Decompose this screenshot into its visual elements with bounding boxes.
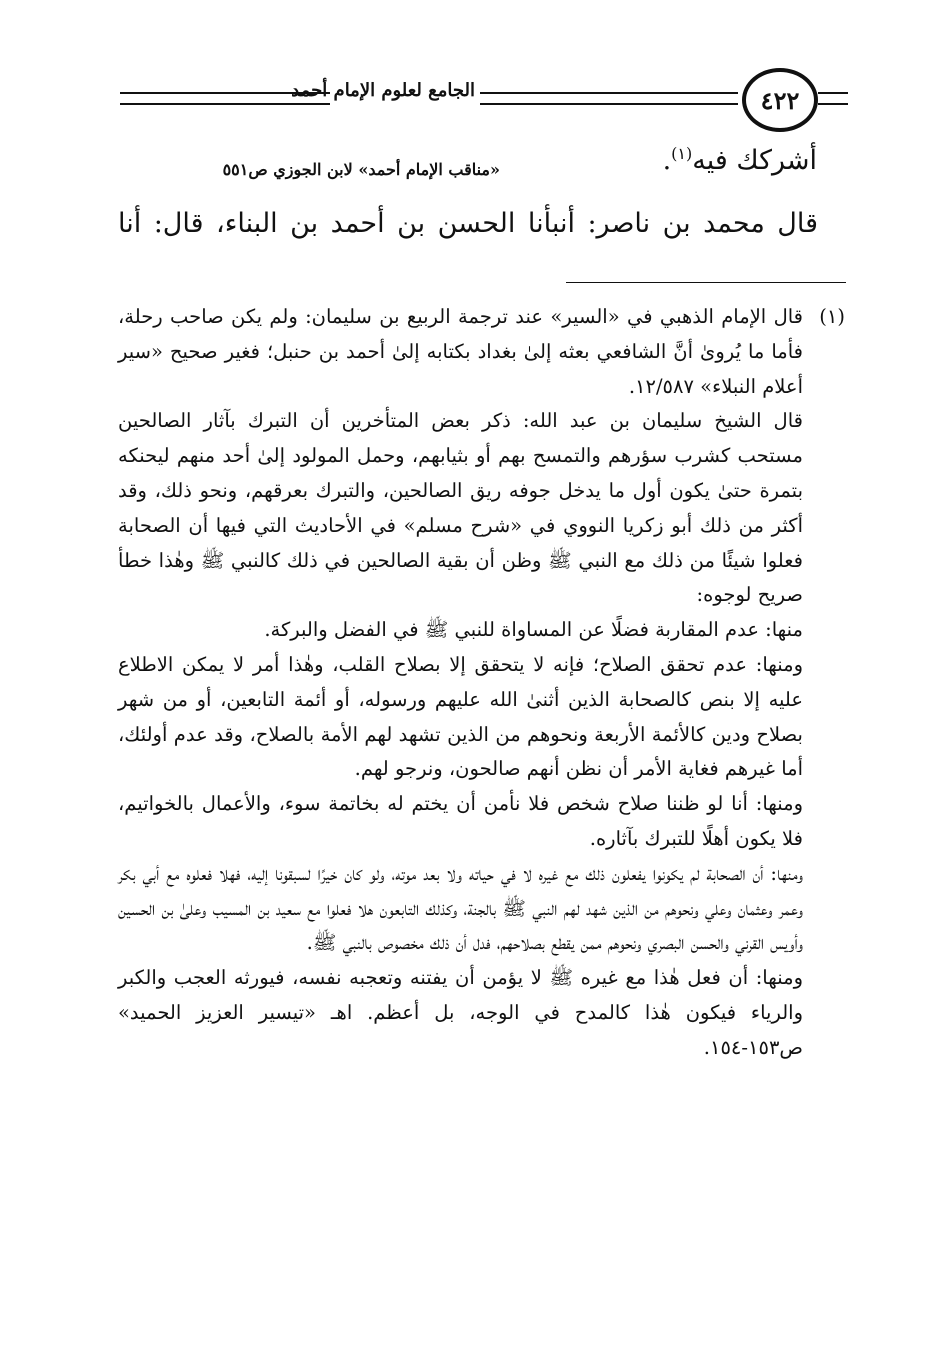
header-rule-middle [480,92,738,105]
footnote-paragraph: ومنها: عدم تحقق الصلاح؛ فإنه لا يتحقق إلا بصلاح القلب، وهٰذا أمر لا يمكن الاطلاع عليه إلا بنص كالصحابة الذين أثنىٰ الله عليهم ورسوله، أو أئمة التابعين، أو من شهر بصلاح ودين كالأئمة الأربعة ونحوهم من الذين تشهد لهم الأمة بالصلاح، وقد عدم أولئك، أما غيرهم فغاية الأمر أن نظن أنهم صالحون، ونرجو لهم. [118,652,803,781]
page-number-badge [742,68,818,132]
page-number: ٤٢٢ [760,85,800,115]
footnote-paragraph: قال الإمام الذهبي في «السير» عند ترجمة الربيع بن سليمان: ولم يكن صاحب رحلة، فأما ما يُروىٰ أنَّ الشافعي بعثه إلىٰ بغداد بكتابه إلىٰ أحمد بن حنبل؛ فغير صحيح «سير أعلام النبلاء» ١٢/٥٨٧. [118,305,803,398]
footnote-paragraph: ومنها: أن الصحابة لم يكونوا يفعلون ذلك مع غيره لا في حياته ولا بعد موته، ولو كان خيرًا لسبقونا إليه، فهلا فعلوه مع أبي بكر وعمر وعثمان وعلي ونحوهم من الذين شهد لهم النبي ﷺ بالجنة، وكذلك التابعون هلا فعلوا مع سعيد بن المسيب وعلىٰ بن الحسين وأويس القرني والحسن البصري ونحوهم ممن يقطع بصلاحهم، فدل أن ذلك مخصوص بالنبي ﷺ. [118,861,803,955]
main-text-line-1 [517,144,817,176]
footnote-paragraph: منها: عدم المقاربة فضلًا عن المساواة للنبي ﷺ في الفضل والبركة. [264,618,803,642]
footnote-marker: (١) [819,305,845,328]
footnote-paragraph: ومنها: أن فعل هٰذا مع غيره ﷺ لا يؤمن أن يفتنه وتعجبه نفسه، فيورثه العجب والكبر والرياء فيكون هٰذا كالمدح في الوجه، بل أعظم. اهـ «تيسير العزيز الحميد» ص١٥٣-١٥٤. [118,966,803,1059]
page-header [100,66,850,132]
header-rule-right [818,92,848,105]
footnote-separator [566,282,846,283]
footnote-reference[interactable]: (١) [671,144,693,163]
running-title: الجامع لعلوم الإمام أحمد [291,80,475,101]
footnote-paragraph: قال الشيخ سليمان بن عبد الله: ذكر بعض المتأخرين أن التبرك بآثار الصالحين مستحب كشرب سؤرهم والتمسح بهم أو بثيابهم، وحمل المولود إلىٰ أحد منهم ليحنكه بتمرة حتىٰ يكون أول ما يدخل جوفه ريق الصالحين، والتبرك بعرقهم، ونحو ذلك، وقد أكثر من ذلك أبو زكريا النووي في «شرح مسلم» في الأحاديث التي فيها أن الصحابة فعلوا شيئًا من ذلك مع النبي ﷺ وظن أن بقية الصالحين في ذلك كالنبي ﷺ وهٰذا خطأ صريح لوجوه: [118,409,803,607]
main-text-line-1-end: . [662,145,672,176]
main-text-line-1-words: أشركك فيه [692,145,817,176]
footnote-body [118,300,803,1066]
footnote-section [118,300,845,1066]
main-text-line-2: قال محمد بن ناصر: أنبأنا الحسن بن أحمد بن البناء، قال: أنا [118,208,818,239]
footnote-paragraph: ومنها: أنا لو ظننا صلاح شخص فلا نأمن أن يختم له بخاتمة سوء، والأعمال بالخواتيم، فلا يكون أهلًا للتبرك بآثاره. [118,792,803,850]
source-note: «مناقب الإمام أحمد» لابن الجوزي ص٥٥١ [222,160,500,179]
